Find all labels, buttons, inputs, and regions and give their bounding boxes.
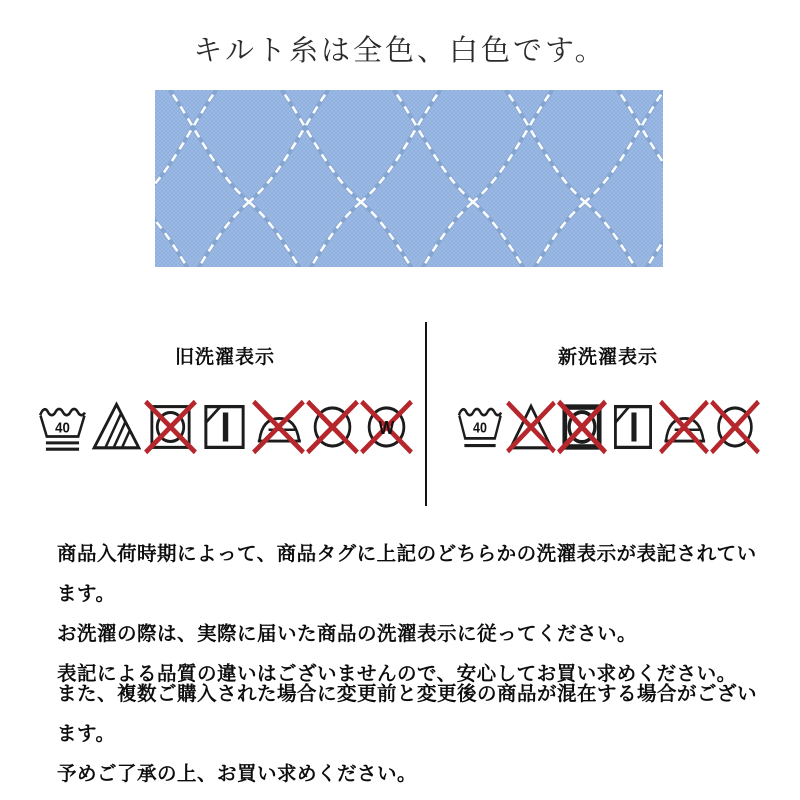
- note-line: お洗濯の際は、実際に届いた商品の洗濯表示に従ってください。: [57, 623, 638, 645]
- old-care-section: [36, 342, 414, 456]
- old-care-label: 旧洗濯表示: [174, 347, 275, 368]
- no-tumble-dry-icon: [144, 398, 197, 456]
- no-wet-clean-icon: [360, 398, 413, 456]
- svg-text:W: W: [378, 417, 395, 438]
- quilted-fabric-photo: [155, 90, 663, 267]
- no-dry-clean-icon: [306, 398, 359, 456]
- new-care-section: [455, 342, 761, 456]
- section-divider: [425, 322, 427, 506]
- old-care-icon-row: [36, 398, 414, 456]
- shade-line-dry-icon: [198, 398, 251, 456]
- note-line: また、複数ご購入された場合に変更前と変更後の商品が混在する場合がございます。: [57, 683, 758, 745]
- no-bleach-icon: [506, 398, 556, 456]
- no-iron-icon: [659, 398, 709, 456]
- bleach-nonchlorine-icon: [90, 398, 143, 456]
- notes-block-1: [57, 534, 767, 694]
- new-care-icon-row: [455, 398, 761, 456]
- svg-text:40: 40: [473, 419, 487, 436]
- no-dry-clean-icon: [710, 398, 760, 456]
- shade-line-dry-icon: [608, 398, 658, 456]
- new-care-label: 新洗濯表示: [557, 347, 658, 368]
- notes-block-2: [57, 674, 767, 794]
- note-line: 予めご了承の上、お買い求めください。: [57, 763, 418, 785]
- no-tumble-dry-icon: [557, 398, 607, 456]
- svg-text:40: 40: [55, 418, 70, 436]
- note-line: 商品入荷時期によって、商品タグに上記のどちらかの洗濯表示が表記されています。: [57, 543, 757, 605]
- no-iron-icon: [252, 398, 305, 456]
- wash-tub-40-gentle-icon: [455, 398, 505, 456]
- wash-tub-40-gentle-icon: [36, 398, 89, 456]
- note-line: 表記による品質の違いはございませんので、安心してお買い求めください。: [57, 663, 737, 685]
- page-title: キルト糸は全色、白色です。: [193, 35, 607, 67]
